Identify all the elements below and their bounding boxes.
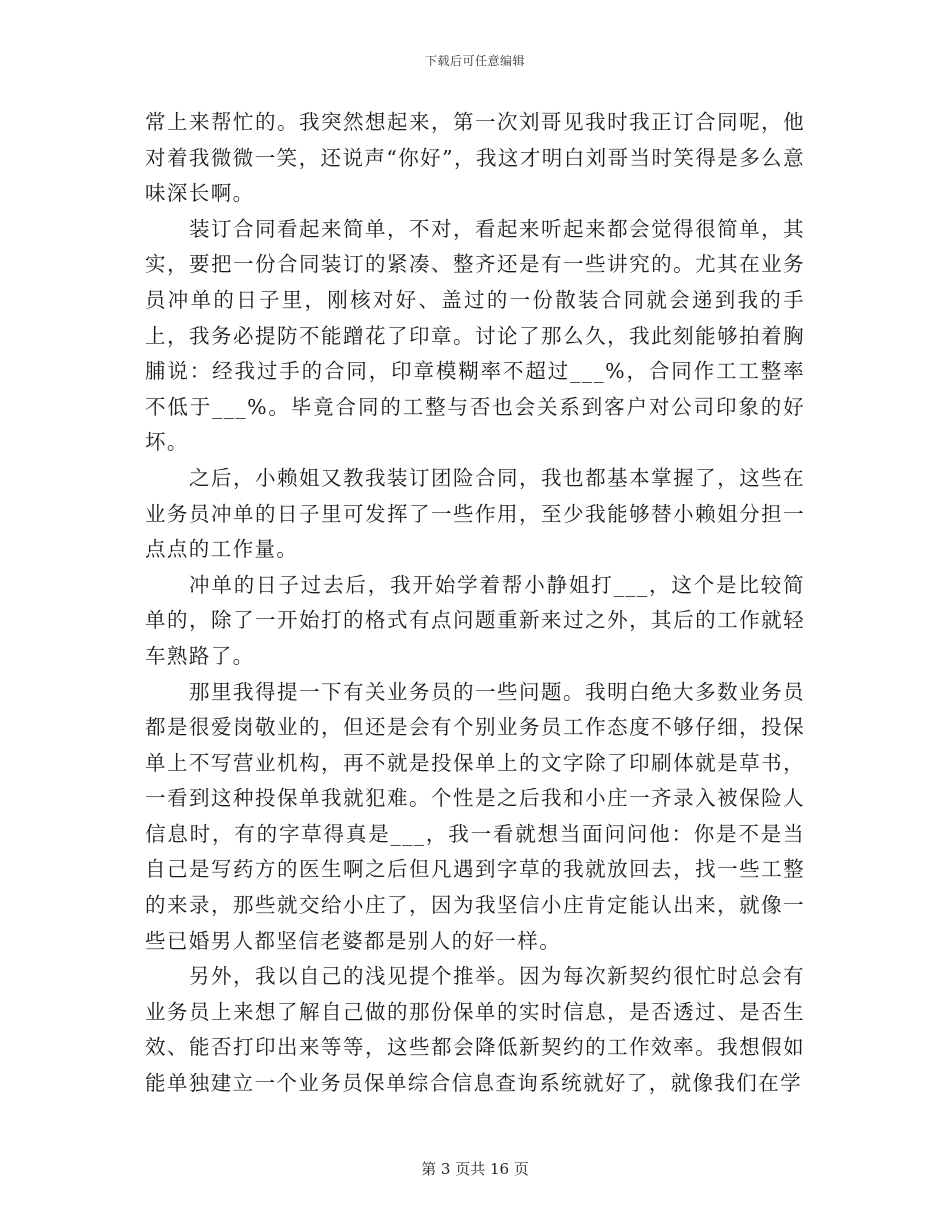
page-header: 下载后可任意编辑	[424, 54, 525, 68]
page-number-footer: 第 3 页共 16 页	[421, 1160, 529, 1178]
paragraph-continuation: 常上来帮忙的。我突然想起来，第一次刘哥见我时我正订合同呢，他对着我微微一笑，还说声“你好”，我这才明白刘哥当时笑得是多么意味深长啊。	[145, 110, 805, 206]
paragraph-binding-contracts: 装订合同看起来简单，不对，看起来听起来都会觉得很简单，其实，要把一份合同装订的紧凑、整齐还是有一些讲究的。尤其在业务员冲单的日子里，刚核对好、盖过的一份散装合同就会递到我的手上，我务必提防不能蹭花了印章。讨论了那么久，我此刻能够拍着胸脯说：经我过手的合同，印章模糊率不超过___%，合同作工工整率不低于___%。毕竟合同的工整与否也会关系到客户对公司印象的好坏。	[145, 216, 805, 455]
paragraph-suggestion: 另外，我以自己的浅见提个推举。因为每次新契约很忙时总会有业务员上来想了解自己做的那份保单的实时信息，是否透过、是否生效、能否打印出来等等，这些都会降低新契约的工作效率。我想假如能单独建立一个业务员保单综合信息查询系统就好了，就像我们在学	[145, 964, 805, 1096]
paragraph-agent-issues: 那里我得提一下有关业务员的一些问题。我明白绝大多数业务员都是很爱岗敬业的，但还是会有个别业务员工作态度不够仔细，投保单上不写营业机构，再不就是投保单上的文字除了印刷体就是草书，一看到这种投保单我就犯难。个性是之后我和小庄一齐录入被保险人信息时，有的字草得真是___，我一看就想当面问问他：你是不是当自己是写药方的医生啊之后但凡遇到字草的我就放回去，找一些工整的来录，那些就交给小庄了，因为我坚信小庄肯定能认出来，就像一些已婚男人都坚信老婆都是别人的好一样。	[145, 679, 805, 953]
paragraph-typing-work: 冲单的日子过去后，我开始学着帮小静姐打___，这个是比较简单的，除了一开始打的格式有点问题重新来过之外，其后的工作就轻车熟路了。	[145, 572, 805, 668]
document-body	[145, 105, 805, 1135]
paragraph-group-insurance: 之后，小赖姐又教我装订团险合同，我也都基本掌握了，这些在业务员冲单的日子里可发挥了一些作用，至少我能够替小赖姐分担一点点的工作量。	[145, 465, 805, 562]
